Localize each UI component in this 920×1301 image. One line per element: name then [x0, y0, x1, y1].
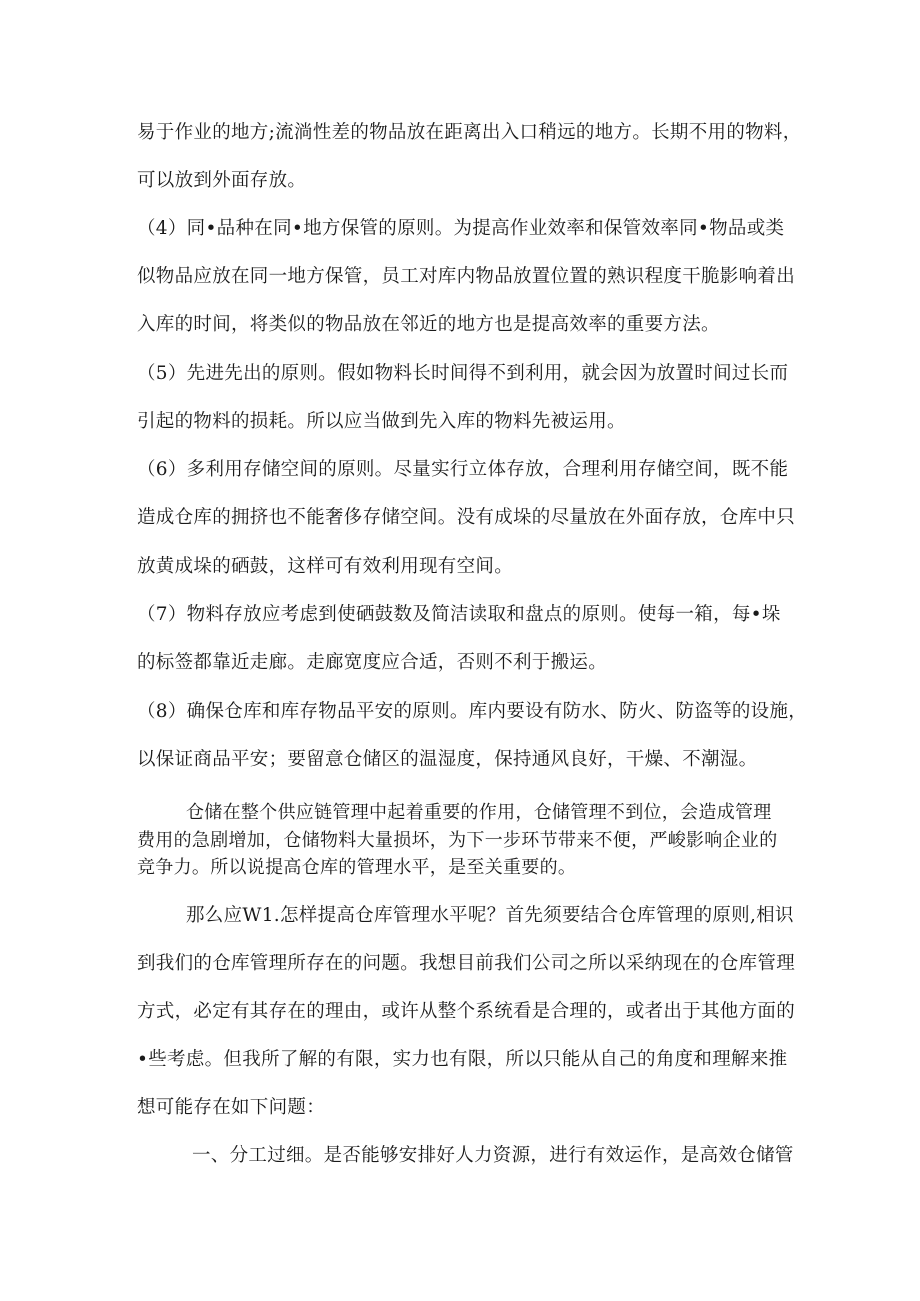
text-line: （6）多利用存储空间的原则。尽量实行立体存放，合理利用存储空间，既不能: [137, 459, 789, 480]
text-line: 造成仓库的拥挤也不能奢侈存储空间。没有成垛的尽量放在外面存放，仓库中只: [137, 507, 796, 528]
text-line: •些考虑。但我所了解的有限，实力也有限，所以只能从自己的角度和理解来推: [137, 1049, 788, 1070]
text-line: 到我们的仓库管理所存在的问题。我想目前我们公司之所以采纳现在的仓库管理: [137, 953, 796, 974]
text-line: 想可能存在如下问题：: [137, 1097, 326, 1118]
text-line: （5）先进先出的原则。假如物料长时间得不到利用，就会因为放置时间过长而: [137, 363, 789, 384]
text-line: 引起的物料的损耗。所以应当做到先入库的物料先被运用。: [137, 411, 626, 432]
text-line: 入库的时间，将类似的物品放在邻近的地方也是提高效率的重要方法。: [137, 314, 720, 335]
text-line: 仓储在整个供应链管理中起着重要的作用，仓储管理不到位，会造成管理: [186, 802, 772, 823]
text-line: 的标签都靠近走廊。走廊宽度应合适，否则不利于搬运。: [137, 652, 608, 673]
text-line: 似物品应放在同一地方保管，员工对库内物品放置位置的熟识程度干脆影响着出: [137, 266, 796, 287]
text-line: 易于作业的地方;流淌性差的物品放在距离出入口稍远的地方。长期不用的物料，: [137, 122, 802, 143]
text-line: 费用的急剧增加，仓储物料大量损坏，为下一步环节带来不便，严峻影响企业的: [137, 830, 778, 851]
text-line: 方式，必定有其存在的理由，或许从整个系统看是合理的，或者出于其他方面的: [137, 1001, 796, 1022]
text-line: 竞争力。所以说提高仓库的管理水平，是至关重要的。: [137, 857, 577, 878]
text-line: 以保证商品平安；要留意仓储区的温湿度，保持通风良好，干燥、不潮湿。: [137, 749, 758, 770]
text-line: （7）物料存放应考虑到使硒鼓数及简洁读取和盘点的原则。使每一箱，每•垛: [137, 604, 781, 625]
text-line: 那么应W1.怎样提高仓库管理水平呢？首先须要结合仓库管理的原则,相识: [186, 905, 794, 926]
text-line: （8）确保仓库和库存物品平安的原则。库内要设有防水、防火、防盗等的设施，: [137, 701, 808, 722]
text-line: 可以放到外面存放。: [137, 170, 307, 191]
text-line: 一、分工过细。是否能够安排好人力资源，进行有效运作，是高效仓储管: [192, 1145, 794, 1166]
text-line: （4）同•品种在同•地方保管的原则。为提高作业效率和保管效率同•物品或类: [137, 218, 785, 239]
text-line: 放黄成垛的硒鼓，这样可有效利用现有空间。: [137, 556, 514, 577]
